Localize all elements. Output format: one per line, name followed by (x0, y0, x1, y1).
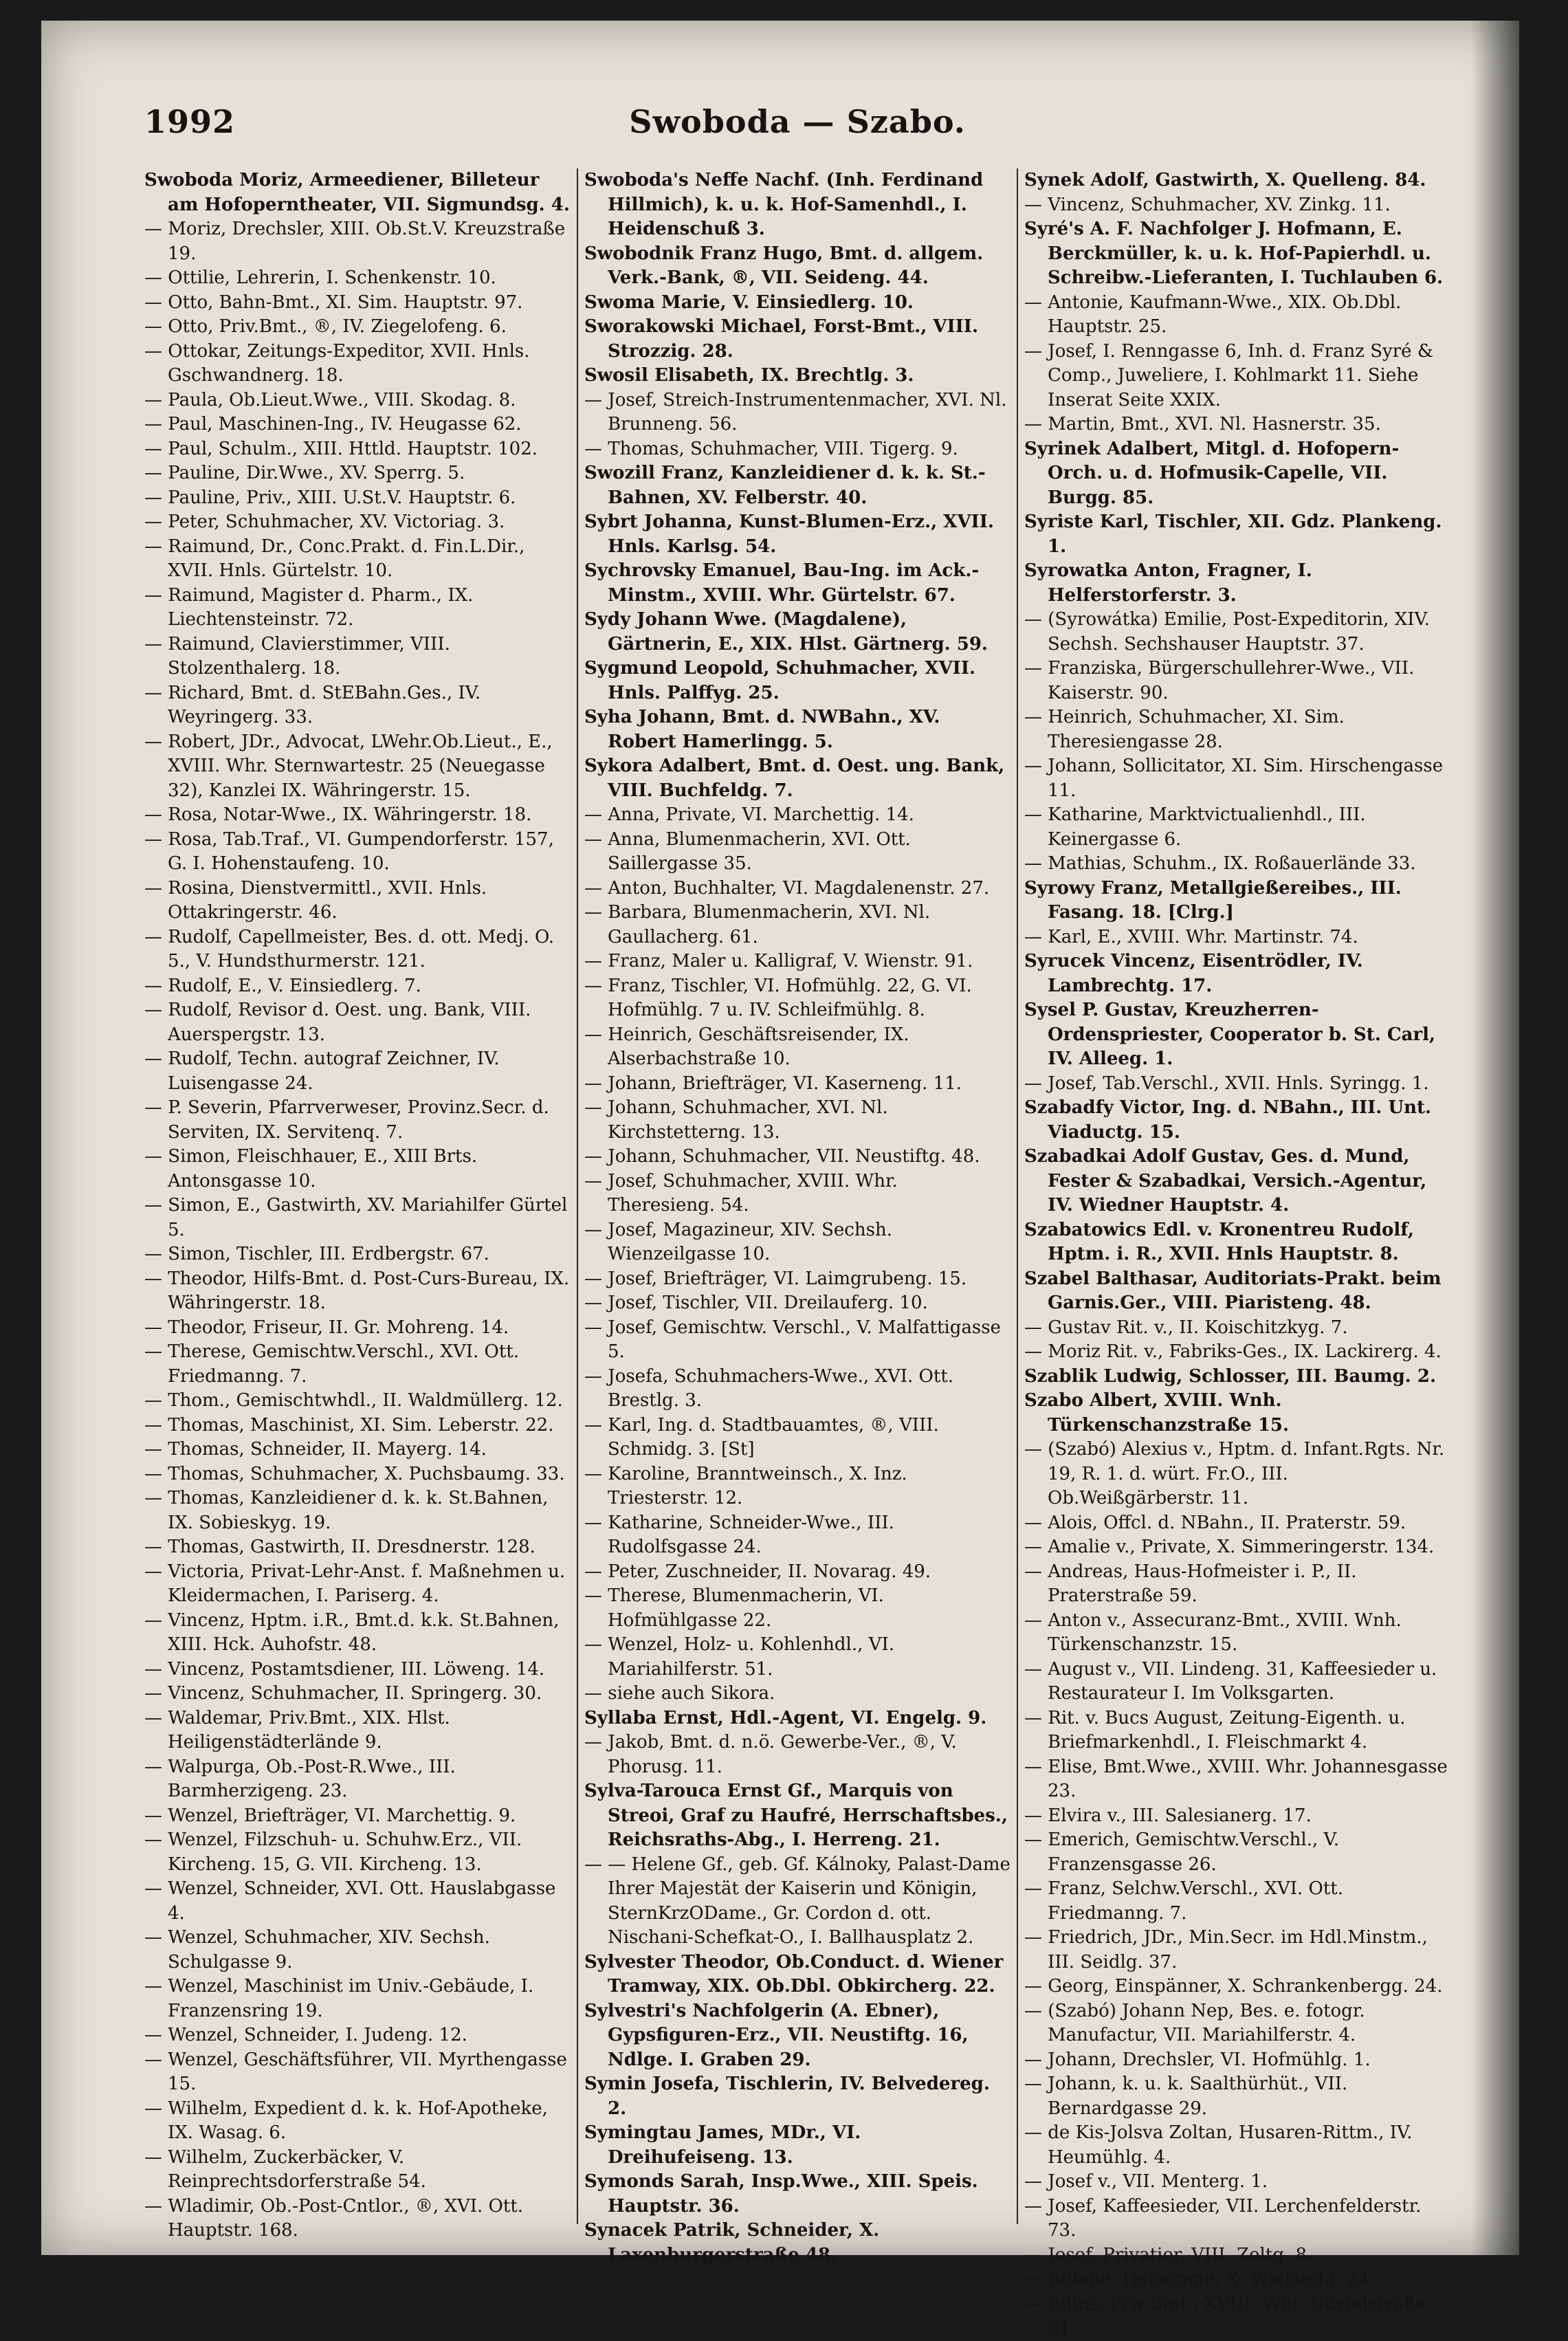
directory-entry: — Otto, Bahn-Bmt., XI. Sim. Hauptstr. 97. (144, 292, 523, 313)
directory-entry: — Juliane, Hebamme, X. Wielandg. 24. (1024, 2269, 1376, 2289)
directory-entry: — Johann, Sollicitator, XI. Sim. Hirschengasse 11. (1024, 756, 1444, 801)
directory-entry: — Wenzel, Schneider, I. Judeng. 12. (144, 2025, 467, 2045)
directory-entry: — Simon, E., Gastwirth, XV. Mariahilfer Gürtel 5. (144, 1195, 568, 1240)
directory-entry: Sydy Johann Wwe. (Magdalene), Gärtnerin, E., XIX. Hlst. Gärtnerg. 59. (584, 609, 988, 655)
directory-entry: — Anna, Blumenmacherin, XVI. Ott. Saillergasse 35. (584, 828, 911, 874)
directory-entry: — Wenzel, Holz- u. Kohlenhdl., VI. Mariahilferstr. 51. (584, 1634, 894, 1680)
directory-entry: — siehe auch Sikora. (584, 1683, 775, 1704)
directory-entry: — Thomas, Kanzleidiener d. k. k. St.Bahnen, IX. Sobieskyg. 19. (144, 1488, 549, 1533)
directory-entry: — Josef, Schuhmacher, XVIII. Whr. Theresieng. 54. (584, 1170, 898, 1216)
directory-entry: — Wenzel, Schneider, XVI. Ott. Hauslabgasse 4. (144, 1878, 556, 1924)
directory-entry: — Wladimir, Ob.-Post-Cntlor., ®, XVI. Ott. Hauptstr. 168. (144, 2195, 524, 2241)
directory-columns (144, 168, 1450, 2338)
directory-entry: — Otto, Priv.Bmt., ®, IV. Ziegelofeng. 6. (144, 316, 507, 337)
directory-entry: — Wenzel, Geschäftsführer, VII. Myrthengasse 15. (144, 2049, 567, 2094)
directory-entry: Swobodnik Franz Hugo, Bmt. d. allgem. Verk.-Bank, ®, VII. Seideng. 44. (584, 243, 984, 288)
directory-entry: — — Helene Gf., geb. Gf. Kálnoky, Palast-Dame Ihrer Majestät der Kaiserin und Königin, SternKrzODame., Gr. Cordon d. ott. Nischani-Schefkat-O., I. Ballhausplatz 2. (584, 1854, 1011, 1948)
page-number: 1992 (144, 103, 236, 140)
directory-entry: Syllaba Ernst, Hdl.-Agent, VI. Engelg. 9. (584, 1707, 987, 1728)
directory-entry: — Josef, Kaffeesieder, VII. Lerchenfelderstr. 73. (1024, 2195, 1422, 2241)
directory-entry: Szabadkai Adolf Gustav, Ges. d. Mund, Fester & Szabadkai, Versich.-Agentur, IV. Wiedner Hauptstr. 4. (1024, 1146, 1427, 1216)
directory-entry: — Therese, Blumenmacherin, VI. Hofmühlgasse 22. (584, 1585, 884, 1631)
directory-entry: Symin Josefa, Tischlerin, IV. Belvedereg. 2. (584, 2074, 990, 2119)
directory-entry: — Rosa, Notar-Wwe., IX. Währingerstr. 18. (144, 804, 532, 825)
directory-entry: — Wenzel, Schuhmacher, XIV. Sechsh. Schulgasse 9. (144, 1927, 490, 1972)
directory-entry: — Wilhelm, Expedient d. k. k. Hof-Apotheke, IX. Wasag. 6. (144, 2098, 548, 2143)
directory-entry: — (Szabó) Alexius v., Hptm. d. Infant.Rgts. Nr. 19, R. 1. d. würt. Fr.O., III. Ob.Weißgärberstr. 11. (1024, 1439, 1445, 1508)
directory-entry: Swoboda Moriz, Armeediener, Billeteur am Hofoperntheater, VII. Sigmundsg. 4. (144, 170, 570, 215)
directory-entry: — Katharine, Marktvictualienhdl., III. Keinergasse 6. (1024, 804, 1366, 850)
directory-entry: — Josef, Tischler, VII. Dreilauferg. 10. (584, 1293, 928, 1313)
column-1 (144, 168, 571, 2241)
directory-entry: — Raimund, Magister d. Pharm., IX. Liechtensteinstr. 72. (144, 584, 474, 630)
directory-entry: — Wilhelm, Zuckerbäcker, V. Reinprechtsdorferstraße 54. (144, 2146, 426, 2192)
directory-entry: Sykora Adalbert, Bmt. d. Oest. ung. Bank, VIII. Buchfeldg. 7. (584, 756, 1005, 801)
directory-entry: — Rudolf, Capellmeister, Bes. d. ott. Medj. O. 5., V. Hundsthurmerstr. 121. (144, 926, 555, 971)
directory-entry: Sworakowski Michael, Forst-Bmt., VIII. Strozzig. 28. (584, 316, 979, 362)
directory-entry: — Pauline, Priv., XIII. U.St.V. Hauptstr. 6. (144, 487, 516, 508)
directory-entry: — Josef, Magazineur, XIV. Sechsh. Wienzeilgasse 10. (584, 1219, 892, 1264)
directory-entry: — Ottilie, Lehrerin, I. Schenkenstr. 10. (144, 267, 496, 288)
directory-entry: — Karl, Ing. d. Stadtbauamtes, ®, VIII. Schmidg. 3. [St] (584, 1414, 939, 1460)
directory-entry: — Josef, Streich-Instrumentenmacher, XVI. Nl. Brunneng. 56. (584, 389, 1007, 435)
directory-entry: — Karl, E., XVIII. Whr. Martinstr. 74. (1024, 926, 1358, 947)
directory-entry: Syha Johann, Bmt. d. NWBahn., XV. Robert Hamerlingg. 5. (584, 707, 940, 752)
directory-entry: — Raimund, Clavierstimmer, VIII. Stolzenthalerg. 18. (144, 633, 450, 679)
directory-entry: — Paula, Ob.Lieut.Wwe., VIII. Skodag. 8. (144, 389, 516, 410)
directory-entry: — Peter, Zuschneider, II. Novarag. 49. (584, 1561, 931, 1582)
directory-entry: — Franz, Maler u. Kalligraf, V. Wienstr. 91. (584, 951, 973, 971)
directory-entry: — Thomas, Schuhmacher, VIII. Tigerg. 9. (584, 438, 958, 459)
directory-entry: — Josef, Briefträger, VI. Laimgrubeng. 15. (584, 1268, 967, 1289)
directory-entry: — Mathias, Schuhm., IX. Roßauerlände 33. (1024, 853, 1416, 874)
directory-entry: — Vincenz, Postamtsdiener, III. Löweng. 14. (144, 1658, 545, 1680)
directory-entry: — Rit. v. Bucs August, Zeitung-Eigenth. u. Briefmarkenhdl., I. Fleischmarkt 4. (1024, 1707, 1406, 1752)
directory-entry: — Andreas, Haus-Hofmeister i. P., II. Praterstraße 59. (1024, 1561, 1357, 1606)
directory-entry: Swoboda's Neffe Nachf. (Inh. Ferdinand Hillmich), k. u. k. Hof-Samenhdl., I. Heidenschuß 3. (584, 170, 984, 239)
directory-entry: — Thomas, Schuhmacher, X. Puchsbaumg. 33. (144, 1463, 565, 1484)
directory-entry: — Heinrich, Schuhmacher, XI. Sim. Theresiengasse 28. (1024, 707, 1345, 752)
directory-entry: — Karoline, Branntweinsch., X. Inz. Triesterstr. 12. (584, 1463, 907, 1508)
directory-entry: — Alois, Offcl. d. NBahn., II. Praterstr. 59. (1024, 1512, 1406, 1533)
directory-entry: — Elvira v., III. Salesianerg. 17. (1024, 1805, 1312, 1826)
directory-entry: Swosil Elisabeth, IX. Brechtlg. 3. (584, 365, 914, 386)
directory-entry: — Pauline, Dir.Wwe., XV. Sperrg. 5. (144, 463, 465, 483)
directory-entry: — Wenzel, Maschinist im Univ.-Gebäude, I. Franzensring 19. (144, 1976, 534, 2021)
directory-entry: Syrinek Adalbert, Mitgl. d. Hofopern-Orch. u. d. Hofmusik-Capelle, VII. Burgg. 85. (1024, 438, 1400, 508)
directory-entry: — August v., VII. Lindeng. 31, Kaffeesieder u. Restaurateur I. Im Volksgarten. (1024, 1658, 1437, 1704)
running-head: Swoboda — Szabo. (629, 103, 966, 140)
directory-entry: — Rosa, Tab.Traf., VI. Gumpendorferstr. 157, G. I. Hohenstaufeng. 10. (144, 828, 554, 874)
directory-entry: Sylva-Tarouca Ernst Gf., Marquis von Streoi, Graf zu Haufré, Herrschaftsbes., Reichsraths-Abg., I. Herreng. 21. (584, 1781, 1008, 1850)
directory-entry: — de Kis-Jolsva Zoltan, Husaren-Rittm., IV. Heumühlg. 4. (1024, 2122, 1413, 2168)
directory-entry: — Anna, Private, VI. Marchettig. 14. (584, 804, 914, 825)
directory-entry: — Ottokar, Zeitungs-Expeditor, XVII. Hnls. Gschwandnerg. 18. (144, 340, 530, 386)
directory-entry: Szabel Balthasar, Auditoriats-Prakt. beim Garnis.Ger., VIII. Piaristeng. 48. (1024, 1268, 1442, 1313)
directory-entry: — Josef, Gemischtw. Verschl., V. Malfattigasse 5. (584, 1317, 1001, 1362)
directory-entry: Synek Adolf, Gastwirth, X. Quelleng. 84. (1024, 170, 1426, 190)
directory-entry: — Katharine, Schneider-Wwe., III. Rudolfsgasse 24. (584, 1512, 894, 1557)
directory-entry: Syrowy Franz, Metallgießereibes., III. Fasang. 18. [Clrg.] (1024, 877, 1402, 923)
directory-entry: Sybrt Johanna, Kunst-Blumen-Erz., XVII. Hnls. Karlsg. 54. (584, 512, 994, 557)
directory-entry: Szabadfy Victor, Ing. d. NBahn., III. Unt. Viaductg. 15. (1024, 1097, 1432, 1143)
directory-entry: — Franziska, Bürgerschullehrer-Wwe., VII. Kaiserstr. 90. (1024, 658, 1415, 703)
directory-entry: — Emerich, Gemischtw.Verschl., V. Franzensgasse 26. (1024, 1829, 1339, 1875)
directory-entry: — Paul, Schulm., XIII. Httld. Hauptstr. 102. (144, 438, 538, 459)
directory-entry: — Moriz Rit. v., Fabriks-Ges., IX. Lackirerg. 4. (1024, 1341, 1442, 1362)
directory-entry: — Wenzel, Filzschuh- u. Schuhw.Erz., VII. Kircheng. 15, G. VII. Kircheng. 13. (144, 1829, 522, 1875)
directory-entry: — Vincenz, Schuhmacher, II. Springerg. 30. (144, 1683, 542, 1704)
directory-entry: — Vincenz, Hptm. i.R., Bmt.d. k.k. St.Bahnen, XIII. Hck. Auhofstr. 48. (144, 1609, 560, 1655)
directory-entry: — Heinrich, Geschäftsreisender, IX. Alserbachstraße 10. (584, 1024, 909, 1069)
directory-entry: — Thomas, Schneider, II. Mayerg. 14. (144, 1439, 487, 1460)
directory-entry: — Johann, Schuhmacher, VII. Neustiftg. 48. (584, 1146, 980, 1167)
directory-entry: — Johann, Drechsler, VI. Hofmühlg. 1. (1024, 2049, 1371, 2070)
page-edge-shadow (1471, 21, 1519, 2255)
directory-entry: — Martin, Bmt., XVI. Nl. Hasnerstr. 35. (1024, 414, 1381, 435)
directory-entry: — Rosina, Dienstvermittl., XVII. Hnls. Ottakringerstr. 46. (144, 877, 487, 923)
directory-entry: — Josef, I. Renngasse 6, Inh. d. Franz Syré & Comp., Juweliere, I. Kohlmarkt 11. Siehe Inserat Seite XXIX. (1024, 340, 1433, 410)
column-3 (1024, 168, 1450, 2338)
directory-entry: Syrowatka Anton, Fragner, I. Helferstorferstr. 3. (1024, 560, 1312, 606)
directory-entry: — Rudolf, Techn. autograf Zeichner, IV. Luisengasse 24. (144, 1048, 500, 1094)
directory-entry: Syriste Karl, Tischler, XII. Gdz. Plankeng. 1. (1024, 512, 1442, 557)
directory-entry: — Gustav Rit. v., II. Koischitzkyg. 7. (1024, 1317, 1348, 1338)
directory-entry: — Johann, Briefträger, VI. Kaserneng. 11. (584, 1073, 962, 1094)
directory-page (41, 21, 1519, 2338)
directory-entry: — Anton, Buchhalter, VI. Magdalenenstr. 27. (584, 877, 990, 899)
directory-entry: Syré's A. F. Nachfolger J. Hofmann, E. Berckmüller, k. u. k. Hof-Papierhdl. u. Schreibw.-Lieferanten, I. Tuchlauben 6. (1024, 219, 1444, 288)
directory-entry: — Thom., Gemischtwhdl., II. Waldmüllerg. 12. (144, 1390, 563, 1411)
directory-entry: — P. Severin, Pfarrverweser, Provinz.Secr. d. Serviten, IX. Servitenq. 7. (144, 1097, 549, 1143)
directory-entry: Sygmund Leopold, Schuhmacher, XVII. Hnls. Palffyg. 25. (584, 658, 976, 703)
directory-entry: Szabatowics Edl. v. Kronentreu Rudolf, Hptm. i. R., XVII. Hnls Hauptstr. 8. (1024, 1219, 1414, 1264)
directory-entry: Sylvestri's Nachfolgerin (A. Ebner), Gypsfiguren-Erz., VII. Neustiftg. 16, Ndlge. I. Graben 29. (584, 2000, 969, 2070)
directory-entry: — Johann, k. u. k. Saalthürhüt., VII. Bernardgasse 29. (1024, 2074, 1348, 2119)
directory-entry: — Jakob, Bmt. d. n.ö. Gewerbe-Ver., ®, V. Phorusg. 11. (584, 1732, 957, 1777)
directory-entry: — Richard, Bmt. d. StEBahn.Ges., IV. Weyringerg. 33. (144, 682, 481, 727)
directory-entry: — Theodor, Hilfs-Bmt. d. Post-Curs-Bureau, IX. Währingerstr. 18. (144, 1268, 570, 1313)
directory-entry: — Georg, Einspänner, X. Schrankenbergg. 24. (1024, 1976, 1443, 1997)
directory-entry: — Josef, Privatier, VIII. Zeltg. 8. (1024, 2244, 1313, 2265)
directory-entry: — Rudolf, Revisor d. Oest. ung. Bank, VIII. Auerspergstr. 13. (144, 1000, 531, 1045)
directory-entry: — Josef, Tab.Verschl., XVII. Hnls. Syringg. 1. (1024, 1073, 1429, 1094)
directory-entry: — Robert, JDr., Advocat, LWehr.Ob.Lieut., E., XVIII. Whr. Sternwartestr. 25 (Neuegasse 32), Kanzlei IX. Währingerstr. 15. (144, 731, 553, 801)
directory-entry: — (Szabó) Johann Nep, Bes. e. fotogr. Manufactur, VII. Mariahilferstr. 4. (1024, 2000, 1365, 2045)
directory-entry: — Anton v., Assecuranz-Bmt., XVIII. Wnh. Türkenschanzstr. 15. (1024, 1609, 1402, 1655)
directory-entry: — Antonie, Kaufmann-Wwe., XIX. Ob.Dbl. Hauptstr. 25. (1024, 292, 1402, 337)
directory-entry: — Friedrich, JDr., Min.Secr. im Hdl.Minstm., III. Seidlg. 37. (1024, 1927, 1428, 1972)
directory-entry: — Peter, Schuhmacher, XV. Victoriag. 3. (144, 512, 505, 532)
directory-entry: Syrucek Vincenz, Eisentrödler, IV. Lambrechtg. 17. (1024, 951, 1363, 996)
directory-entry: — Thomas, Gastwirth, II. Dresdnerstr. 128. (144, 1537, 535, 1557)
directory-entry: Sylvester Theodor, Ob.Conduct. d. Wiener Tramway, XIX. Ob.Dbl. Obkircherg. 22. (584, 1951, 1004, 1997)
column-divider (1017, 168, 1018, 2224)
column-2 (584, 168, 1011, 2265)
directory-entry: Szablik Ludwig, Schlosser, III. Baumg. 2. (1024, 1365, 1437, 1387)
directory-entry: — Amalie v., Private, X. Simmeringerstr. 134. (1024, 1537, 1435, 1557)
directory-entry: — Thomas, Maschinist, XI. Sim. Leberstr. 22. (144, 1414, 554, 1436)
directory-entry: Swozill Franz, Kanzleidiener d. k. k. St.-Bahnen, XV. Felberstr. 40. (584, 463, 986, 508)
directory-entry: — Franz, Selchw.Verschl., XVI. Ott. Friedmanng. 7. (1024, 1878, 1343, 1924)
directory-entry: Symonds Sarah, Insp.Wwe., XIII. Speis. Hauptstr. 36. (584, 2171, 978, 2217)
directory-entry: — Raimund, Dr., Conc.Prakt. d. Fin.L.Dir., XVII. Hnls. Gürtelstr. 10. (144, 536, 525, 581)
directory-entry: — Paul, Maschinen-Ing., IV. Heugasse 62. (144, 414, 522, 435)
directory-entry: Szabo Albert, XVIII. Wnh. Türkenschanzstraße 15. (1024, 1390, 1290, 1436)
directory-entry: Sychrovsky Emanuel, Bau-Ing. im Ack.-Minstm., XVIII. Whr. Gürtelstr. 67. (584, 560, 980, 606)
directory-entry: — Wenzel, Briefträger, VI. Marchettig. 9. (144, 1805, 516, 1826)
directory-entry: Symingtau James, MDr., VI. Dreihufeiseng. 13. (584, 2122, 861, 2168)
directory-entry: — Walpurga, Ob.-Post-R.Wwe., III. Barmherzigeng. 23. (144, 1756, 456, 1801)
directory-entry: — Victoria, Privat-Lehr-Anst. f. Maßnehmen u. Kleidermachen, I. Pariserg. 4. (144, 1561, 566, 1606)
directory-entry: — Simon, Fleischhauer, E., XIII Brts. Antonsgasse 10. (144, 1146, 478, 1191)
directory-entry: — Josefa, Schuhmachers-Wwe., XVI. Ott. Brestlg. 3. (584, 1365, 954, 1411)
directory-entry: — Julius, Priv.Bmt., XVIII. Whr. Gürtelstraße 61. (1024, 2293, 1426, 2338)
directory-entry: — Barbara, Blumenmacherin, XVI. Nl. Gaullacherg. 61. (584, 902, 931, 947)
directory-entry: Synacek Patrik, Schneider, X. Laxenburgerstraße 48. (584, 2220, 880, 2265)
directory-entry: Sysel P. Gustav, Kreuzherren-Ordenspriester, Cooperator b. St. Carl, IV. Alleeg. 1. (1024, 1000, 1436, 1069)
directory-entry: — Josef v., VII. Menterg. 1. (1024, 2171, 1268, 2192)
directory-entry: — Waldemar, Priv.Bmt., XIX. Hlst. Heiligenstädterlände 9. (144, 1707, 450, 1752)
directory-entry: — Moriz, Drechsler, XIII. Ob.St.V. Kreuzstraße 19. (144, 219, 566, 264)
directory-entry: — Simon, Tischler, III. Erdbergstr. 67. (144, 1244, 489, 1264)
directory-entry: — Franz, Tischler, VI. Hofmühlg. 22, G. VI. Hofmühlg. 7 u. IV. Schleifmühlg. 8. (584, 975, 972, 1020)
directory-entry: — Therese, Gemischtw.Verschl., XVI. Ott. Friedmanng. 7. (144, 1341, 519, 1387)
page-header (144, 103, 1450, 151)
directory-entry: — (Syrowátka) Emilie, Post-Expeditorin, XIV. Sechsh. Sechshauser Hauptstr. 37. (1024, 609, 1431, 655)
directory-entry: Swoma Marie, V. Einsiedlerg. 10. (584, 292, 914, 313)
directory-entry: — Vincenz, Schuhmacher, XV. Zinkg. 11. (1024, 194, 1391, 215)
directory-entry: — Theodor, Friseur, II. Gr. Mohreng. 14. (144, 1317, 509, 1338)
column-divider (577, 168, 578, 2224)
directory-entry: — Elise, Bmt.Wwe., XVIII. Whr. Johannesgasse 23. (1024, 1756, 1448, 1801)
directory-entry: — Rudolf, E., V. Einsiedlerg. 7. (144, 975, 421, 996)
directory-entry: — Johann, Schuhmacher, XVI. Nl. Kirchstetterng. 13. (584, 1097, 888, 1143)
